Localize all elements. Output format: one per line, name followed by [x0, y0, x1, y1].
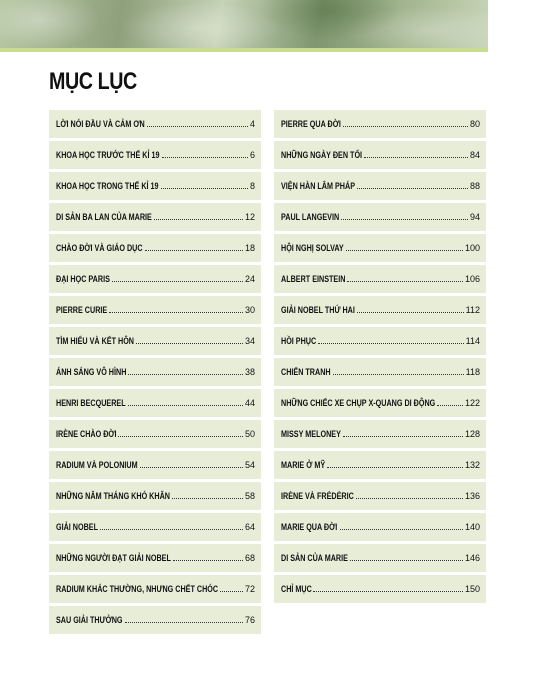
dot-leader — [341, 219, 468, 220]
toc-entry[interactable] — [274, 110, 486, 138]
page-title: MỤC LỤC — [49, 68, 137, 95]
dot-leader — [112, 281, 243, 282]
toc-entry[interactable] — [274, 575, 486, 603]
dot-leader — [318, 343, 463, 344]
toc-entry-page: 30 — [244, 305, 255, 315]
toc-entry[interactable] — [49, 482, 261, 510]
toc-entry[interactable] — [49, 265, 261, 293]
toc-entry-title: IRÈNE CHÀO ĐỜI — [56, 429, 117, 439]
toc-entry-title: HỘI NGHỊ SOLVAY — [281, 243, 344, 253]
toc-entry-title: ALBERT EINSTEIN — [281, 274, 346, 284]
toc-entry-page: 150 — [464, 584, 480, 594]
dot-leader — [100, 529, 243, 530]
toc-entry-title: HỒI PHỤC — [281, 336, 317, 346]
dot-leader — [357, 188, 468, 189]
toc-entry-page: 114 — [465, 336, 480, 346]
toc-entry-page: 106 — [464, 274, 480, 284]
toc-entry-page: 72 — [244, 584, 255, 594]
dot-leader — [313, 591, 463, 592]
toc-entry-page: 94 — [469, 212, 480, 222]
dot-leader — [118, 436, 243, 437]
toc-entry-page: 112 — [465, 305, 480, 315]
toc-entry[interactable] — [49, 420, 261, 448]
dot-leader — [327, 467, 463, 468]
dot-leader — [340, 529, 463, 530]
toc-entry-title: NHỮNG NGƯỜI ĐẠT GIẢI NOBEL — [56, 553, 171, 563]
toc-entry-title: HENRI BECQUEREL — [56, 398, 126, 408]
toc-entry-title: NHỮNG CHIẾC XE CHỤP X-QUANG DI ĐỘNG — [281, 398, 436, 408]
toc-entry[interactable] — [274, 172, 486, 200]
toc-entry-title: CHỈ MỤC — [281, 584, 312, 594]
toc-entry[interactable] — [49, 203, 261, 231]
toc-entry[interactable] — [49, 513, 261, 541]
toc-entry[interactable] — [274, 203, 486, 231]
toc-entry-page: 84 — [469, 150, 480, 160]
toc-entry[interactable] — [274, 296, 486, 324]
toc-entry[interactable] — [49, 358, 261, 386]
dot-leader — [350, 560, 463, 561]
dot-leader — [220, 591, 243, 592]
toc-entry-title: NHỮNG NĂM THÁNG KHÓ KHĂN — [56, 491, 170, 501]
toc-entry-page: 68 — [244, 553, 255, 563]
header-photo-banner — [0, 0, 488, 48]
toc-entry-page: 140 — [464, 522, 480, 532]
toc-entry[interactable] — [274, 544, 486, 572]
toc-entry-page: 128 — [464, 429, 480, 439]
toc-entry-title: CHIẾN TRANH — [281, 367, 331, 377]
toc-entry-page: 44 — [244, 398, 255, 408]
toc-entry[interactable] — [274, 141, 486, 169]
toc-entry-title: RADIUM VÀ POLONIUM — [56, 460, 138, 470]
dot-leader — [154, 219, 243, 220]
dot-leader — [136, 343, 243, 344]
dot-leader — [346, 250, 463, 251]
dot-leader — [347, 281, 463, 282]
toc-entry-title: NHỮNG NGÀY ĐEN TỐI — [281, 150, 363, 160]
toc-entry-title: KHOA HỌC TRƯỚC THẾ KỈ 19 — [56, 150, 160, 160]
toc-entry-page: 4 — [249, 119, 255, 129]
toc-entry-page: 50 — [244, 429, 255, 439]
toc-entry-page: 12 — [244, 212, 255, 222]
toc-entry-title: DI SẢN CỦA MARIE — [281, 553, 348, 563]
dot-leader — [357, 312, 463, 313]
toc-entry[interactable] — [49, 327, 261, 355]
toc-entry[interactable] — [49, 296, 261, 324]
toc-entry-title: MARIE QUA ĐỜI — [281, 522, 338, 532]
dot-leader — [140, 467, 243, 468]
toc-entry-title: PIERRE QUA ĐỜI — [281, 119, 341, 129]
toc-entry[interactable] — [49, 451, 261, 479]
toc-entry-page: 88 — [469, 181, 480, 191]
dot-leader — [128, 405, 243, 406]
toc-entry[interactable] — [274, 327, 486, 355]
toc-entry-page: 58 — [244, 491, 255, 501]
toc-entry[interactable] — [49, 575, 261, 603]
toc-entry-title: DI SẢN BA LAN CỦA MARIE — [56, 212, 152, 222]
toc-entry-title: RADIUM KHÁC THƯỜNG, NHƯNG CHẾT CHÓC — [56, 584, 219, 594]
toc-entry[interactable] — [274, 265, 486, 293]
toc-entry-page: 132 — [464, 460, 480, 470]
dot-leader — [128, 374, 243, 375]
dot-leader — [343, 436, 463, 437]
toc-entry[interactable] — [49, 172, 261, 200]
dot-leader — [437, 405, 463, 406]
dot-leader — [343, 126, 468, 127]
toc-entry[interactable] — [49, 606, 261, 634]
toc-entry[interactable] — [49, 544, 261, 572]
toc-entry-page: 64 — [244, 522, 255, 532]
dot-leader — [125, 622, 243, 623]
toc-entry-title: MISSY MELONEY — [281, 429, 341, 439]
toc-entry-title: ĐẠI HỌC PARIS — [56, 274, 110, 284]
toc-entry[interactable] — [274, 358, 486, 386]
toc-entry-page: 118 — [465, 367, 480, 377]
dot-leader — [109, 312, 243, 313]
toc-entry[interactable] — [274, 420, 486, 448]
toc-entry-page: 24 — [244, 274, 255, 284]
toc-entry-title: PAUL LANGEVIN — [281, 212, 340, 222]
header-accent-line — [0, 48, 488, 52]
toc-entry-title: IRÈNE VÀ FRÉDÉRIC — [281, 491, 354, 501]
dot-leader — [173, 560, 243, 561]
toc-entry-page: 34 — [244, 336, 255, 346]
dot-leader — [162, 157, 248, 158]
toc-entry-title: GIẢI NOBEL THỨ HAI — [281, 305, 355, 315]
dot-leader — [172, 498, 243, 499]
dot-leader — [333, 374, 464, 375]
toc-entry-title: CHÀO ĐỜI VÀ GIÁO DỤC — [56, 243, 143, 253]
toc-entry[interactable] — [49, 141, 261, 169]
toc-entry-page: 54 — [244, 460, 255, 470]
toc-entry[interactable] — [49, 110, 261, 138]
toc-entry-title: PIERRE CURIE — [56, 305, 108, 315]
toc-entry-title: KHOA HỌC TRONG THẾ KỈ 19 — [56, 181, 159, 191]
toc-entry[interactable] — [274, 389, 486, 417]
toc-entry-page: 146 — [464, 553, 480, 563]
toc-entry-page: 122 — [464, 398, 480, 408]
toc-entry-page: 76 — [244, 615, 255, 625]
toc-entry-title: TÌM HIỂU VÀ KẾT HÔN — [56, 336, 135, 346]
toc-entry-title: ÁNH SÁNG VÔ HÌNH — [56, 367, 127, 377]
dot-leader — [147, 126, 248, 127]
toc-entry-page: 136 — [464, 491, 480, 501]
toc-entry-title: SAU GIẢI THƯỞNG — [56, 615, 123, 625]
dot-leader — [364, 157, 468, 158]
toc-entry[interactable] — [49, 389, 261, 417]
dot-leader — [161, 188, 248, 189]
toc-entry[interactable] — [49, 234, 261, 262]
dot-leader — [145, 250, 243, 251]
toc-entry-title: LỜI NÓI ĐẦU VÀ CẢM ƠN — [56, 119, 145, 129]
toc-entry-page: 8 — [249, 181, 255, 191]
toc-entry-page: 18 — [244, 243, 255, 253]
toc-entry[interactable] — [274, 234, 486, 262]
toc-entry-title: GIẢI NOBEL — [56, 522, 99, 532]
toc-entry-page: 80 — [469, 119, 480, 129]
toc-entry-page: 100 — [464, 243, 480, 253]
toc-entry[interactable] — [274, 451, 486, 479]
toc-entry-page: 38 — [244, 367, 255, 377]
toc-entry[interactable] — [274, 513, 486, 541]
toc-entry-page: 6 — [249, 150, 255, 160]
toc-entry[interactable] — [274, 482, 486, 510]
toc-entry-title: VIỆN HÀN LÂM PHÁP — [281, 181, 356, 191]
dot-leader — [356, 498, 463, 499]
toc-entry-title: MARIE Ở MỸ — [281, 460, 326, 470]
